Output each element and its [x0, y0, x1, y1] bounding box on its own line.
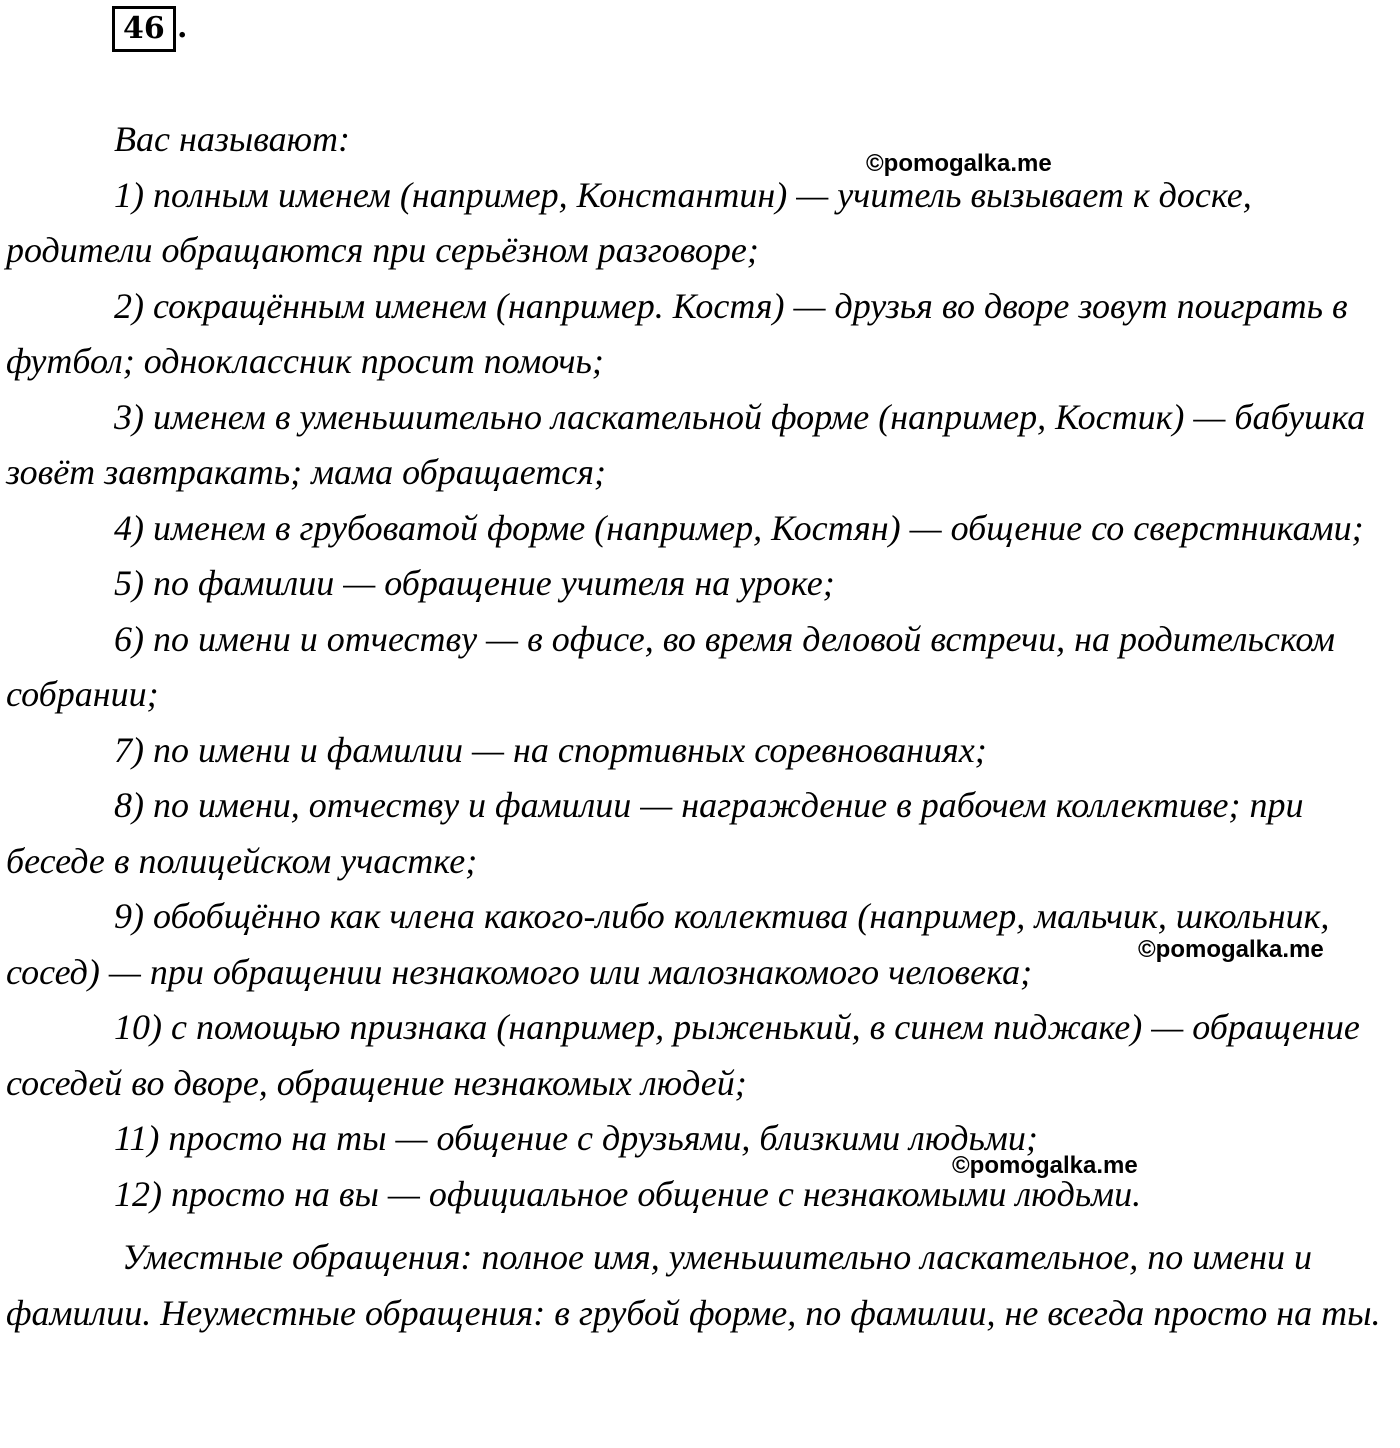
- list-item-3: 3) именем в уменьшительно ласкательной форме (например, Костик) — бабушка зовёт завтракать; мама обращается;: [6, 396, 1366, 492]
- answer-text: [6, 112, 1396, 1341]
- list-item-5: 5) по фамилии — обращение учителя на уроке;: [114, 563, 835, 603]
- list-item-7: 7) по имени и фамилии — на спортивных соревнованиях;: [114, 729, 987, 770]
- intro-line: Вас называют:: [114, 119, 351, 159]
- watermark-top: ©pomogalka.me: [866, 150, 1052, 177]
- list-item-4: 4) именем в грубоватой форме (например, Костян) — общение со сверстниками;: [114, 507, 1364, 548]
- list-item-1: 1) полным именем (например, Константин) — учитель вызывает к доске, родители обращаются при серьёзном разговоре;: [6, 174, 1252, 270]
- list-item-8: 8) по имени, отчеству и фамилии — награждение в рабочем коллективе; при беседе в полицейском участке;: [6, 785, 1304, 881]
- conclusion-paragraph: Уместные обращения: полное имя, уменьшительно ласкательное, по имени и фамилии. Неуместные обращения: в грубой форме, по фамилии, не всегда просто на ты.: [6, 1237, 1381, 1333]
- list-item-6: 6) по имени и отчеству — в офисе, во время деловой встречи, на родительском собрании;: [6, 618, 1335, 714]
- list-item-11: 11) просто на ты — общение с друзьями, близкими людьми;: [114, 1118, 1038, 1158]
- watermark-middle: ©pomogalka.me: [1138, 936, 1324, 963]
- list-item-2: 2) сокращённым именем (например. Костя) — друзья во дворе зовут поиграть в футбол; одноклассник просит помочь;: [6, 285, 1348, 381]
- list-item-9: 9) обобщённо как члена какого-либо коллектива (например, мальчик, школьник, сосед) — при обращении незнакомого или малознакомого человека;: [6, 896, 1330, 992]
- list-item-12: 12) просто на вы — официальное общение с незнакомыми людьми.: [114, 1173, 1142, 1214]
- watermark-bottom: ©pomogalka.me: [952, 1152, 1138, 1179]
- exercise-number-dot: .: [177, 10, 188, 45]
- exercise-number: 46: [112, 6, 176, 52]
- list-item-10: 10) с помощью признака (например, рыженький, в синем пиджаке) — обращение соседей во дворе, обращение незнакомых людей;: [6, 1007, 1360, 1103]
